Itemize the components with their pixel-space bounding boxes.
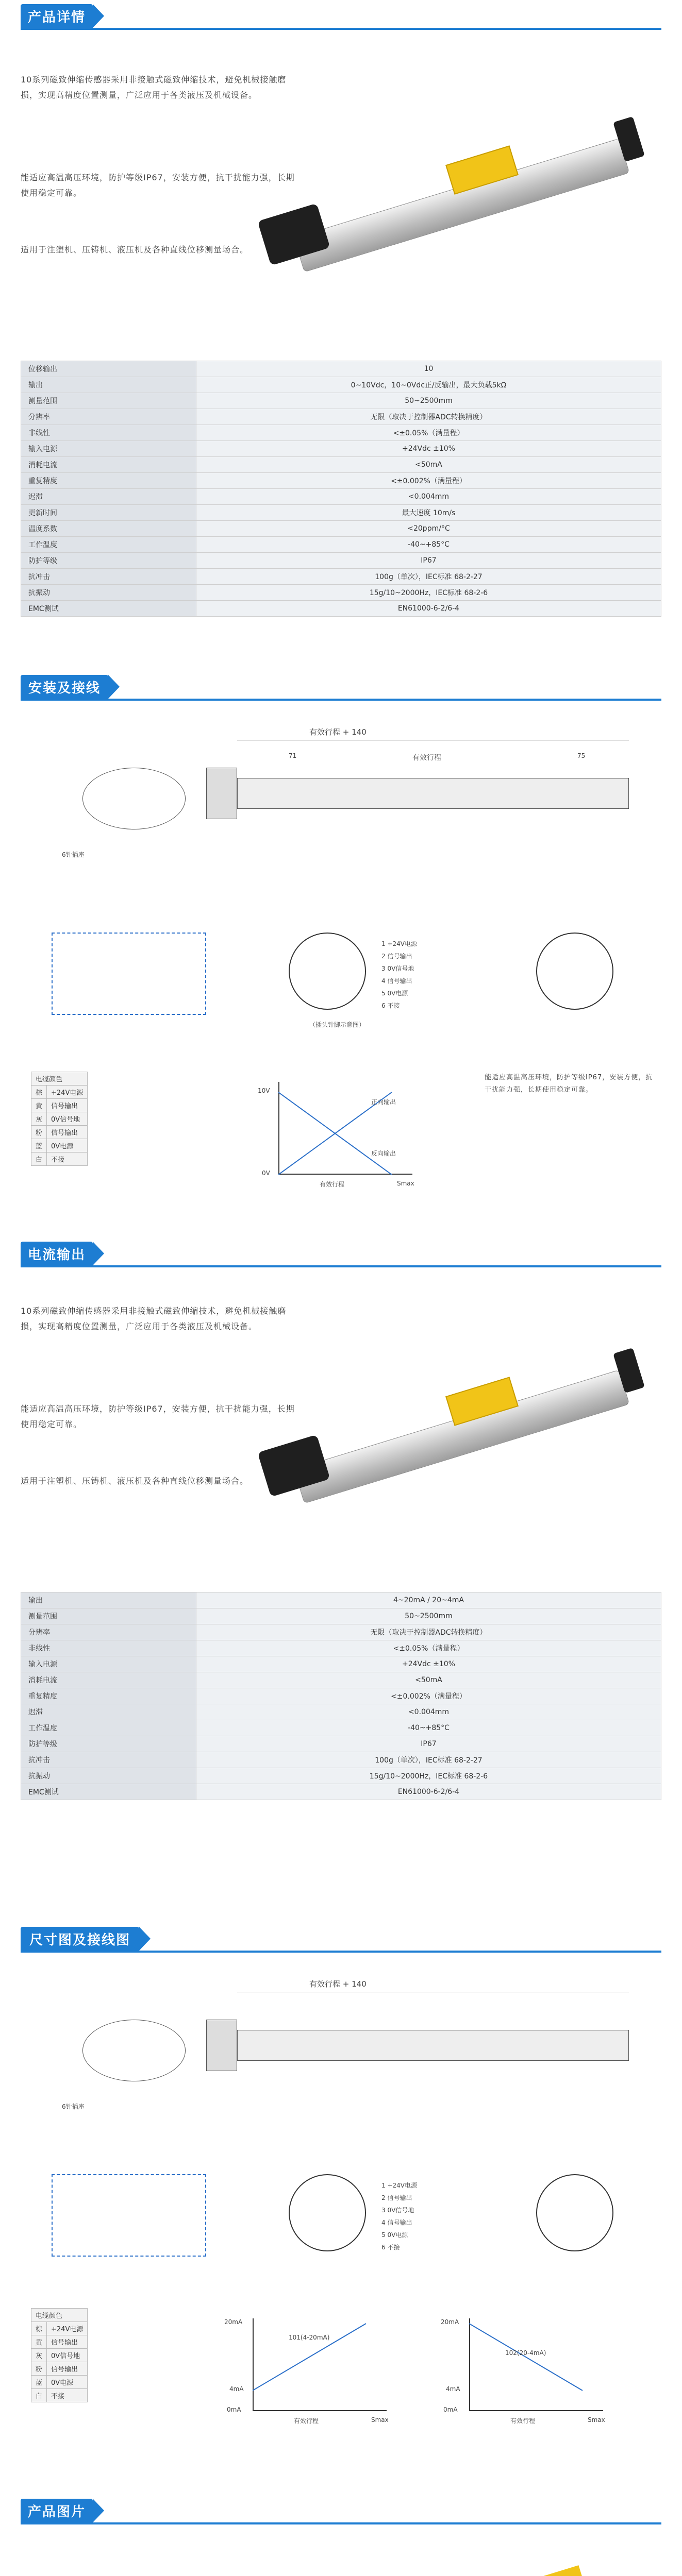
section-rule	[21, 699, 661, 701]
spec-value: <50mA	[196, 1672, 661, 1688]
cable-color: 黄	[31, 1099, 47, 1112]
pin-list-2: 1 +24V电源 2 信号输出 3 0V信号地 4 信号输出 5 0V电源 6 不接	[381, 2182, 417, 2251]
section-rule	[21, 2522, 661, 2524]
details-paragraph-1: 10系列磁致伸缩传感器采用非接触式磁致伸缩技术，避免机械接触磨损，实现高精度位置测量，广泛应用于各类液压及机械设备。	[21, 75, 287, 100]
spec-row	[21, 505, 661, 521]
cable-function: +24V电源	[47, 1086, 88, 1099]
spec-key: 抗振动	[21, 585, 196, 601]
spec-key: 测量范围	[21, 393, 196, 409]
cable-color-table-1	[31, 1072, 88, 1166]
chart-line-up-label: 正向输出	[371, 1098, 396, 1106]
cable-color-row	[31, 2376, 88, 2389]
spec-row	[21, 1752, 661, 1768]
cable-color-row	[31, 2322, 88, 2335]
cable-color: 灰	[31, 2349, 47, 2362]
cable-function: 不接	[47, 2389, 88, 2402]
cable-color-title: 电缆颜色	[31, 1072, 88, 1086]
cable-color: 蓝	[31, 2376, 47, 2389]
cable-color-row	[31, 2389, 88, 2402]
spec-row	[21, 441, 661, 457]
spec-row	[21, 537, 661, 553]
spec-value: 15g/10~2000Hz，IEC标准 68-2-6	[196, 1768, 661, 1784]
dimension-drawing-1	[21, 721, 661, 907]
spec-value: EN61000-6-2/6-4	[196, 601, 661, 617]
cable-color-table-2	[31, 2308, 88, 2402]
current-chart-2: 20mA 4mA 0mA 有效行程 Smax 102(20-4mA)	[433, 2308, 629, 2432]
spec-key: 分辨率	[21, 409, 196, 425]
chart-x-end: Smax	[397, 1180, 414, 1187]
spec-row	[21, 1592, 661, 1608]
spec-value: 50~2500mm	[196, 1608, 661, 1624]
spec-value: 100g（单次），IEC标准 68-2-27	[196, 1752, 661, 1768]
spec-row	[21, 1672, 661, 1688]
spec-row	[21, 393, 661, 409]
spec-value: <±0.002%（满量程）	[196, 1688, 661, 1704]
cable-function: 信号输出	[47, 2362, 88, 2376]
section-title-install: 安装及接线	[21, 675, 108, 699]
connector-label: 6针插座	[62, 851, 85, 858]
dim-b-label: 75	[577, 752, 586, 759]
spec-value: 10	[196, 361, 661, 377]
chart-x-label: 有效行程	[320, 1181, 345, 1188]
chart-y-top: 10V	[258, 1087, 270, 1094]
section-title-dimensions: 尺寸图及接线图	[21, 1927, 139, 1951]
spec-value: 最大速度 10m/s	[196, 505, 661, 521]
spec-key: 消耗电流	[21, 1672, 196, 1688]
cable-color-row	[31, 2335, 88, 2349]
voltage-output-chart	[247, 1072, 433, 1195]
install-note: 能适应高温高压环境，防护等级IP67，安装方便，抗干扰能力强，长期使用稳定可靠。	[485, 1074, 653, 1094]
current-paragraph-2: 能适应高温高压环境，防护等级IP67，安装方便，抗干扰能力强，长期使用稳定可靠。	[21, 1404, 295, 1429]
cable-color: 棕	[31, 1086, 47, 1099]
spec-row	[21, 457, 661, 473]
spec-value: 15g/10~2000Hz，IEC标准 68-2-6	[196, 585, 661, 601]
product-photo-1	[67, 2555, 335, 2576]
spec-key: 测量范围	[21, 1608, 196, 1624]
spec-key: 更新时间	[21, 505, 196, 521]
cable-function: +24V电源	[47, 2322, 88, 2335]
cable-function: 信号输出	[47, 2335, 88, 2349]
cable-color: 白	[31, 2389, 47, 2402]
details-paragraph-3: 适用于注塑机、压铸机、液压机及各种直线位移测量场合。	[21, 245, 249, 255]
cable-color: 粉	[31, 2362, 47, 2376]
spec-value: IP67	[196, 553, 661, 569]
spec-key: EMC测试	[21, 1784, 196, 1800]
spec-key: 工作温度	[21, 537, 196, 553]
cable-function: 不接	[47, 1153, 88, 1166]
spec-value: <50mA	[196, 457, 661, 473]
details-paragraph-2: 能适应高温高压环境，防护等级IP67，安装方便，抗干扰能力强，长期使用稳定可靠。	[21, 173, 295, 198]
spec-row	[21, 361, 661, 377]
cable-color-row	[31, 2349, 88, 2362]
spec-key: 位移输出	[21, 361, 196, 377]
spec-value: 4~20mA / 20~4mA	[196, 1592, 661, 1608]
spec-value: -40~+85°C	[196, 1720, 661, 1736]
spec-value: IP67	[196, 1736, 661, 1752]
spec-value: <0.004mm	[196, 1704, 661, 1720]
spec-key: 输入电源	[21, 441, 196, 457]
cable-function: 0V电源	[47, 1139, 88, 1153]
spec-row	[21, 473, 661, 489]
spec-value: +24Vdc ±10%	[196, 1656, 661, 1672]
spec-value: 100g（单次），IEC标准 68-2-27	[196, 569, 661, 585]
cable-color-row	[31, 1153, 88, 1166]
spec-row	[21, 585, 661, 601]
pin-list-1: 1 +24V电源 2 信号输出 3 0V信号地 4 信号输出 5 0V电源 6 不接	[381, 940, 417, 1009]
spec-row	[21, 489, 661, 505]
spec-key: 抗振动	[21, 1768, 196, 1784]
pin-note: （插头针脚示意图）	[309, 1021, 365, 1028]
voltage-lines-svg	[278, 1082, 412, 1175]
spec-key: 非线性	[21, 425, 196, 441]
current-paragraph-3: 适用于注塑机、压铸机、液压机及各种直线位移测量场合。	[21, 1476, 249, 1486]
spec-row	[21, 569, 661, 585]
cable-color: 棕	[31, 2322, 47, 2335]
spec-row	[21, 1736, 661, 1752]
cable-function: 0V信号地	[47, 1112, 88, 1126]
section-title-details: 产品详情	[21, 4, 93, 28]
wiring-diagram-1	[21, 917, 661, 1051]
cable-function: 0V电源	[47, 2376, 88, 2389]
spec-value: <±0.002%（满量程）	[196, 473, 661, 489]
spec-key: 温度系数	[21, 521, 196, 537]
cable-color: 灰	[31, 1112, 47, 1126]
spec-value: +24Vdc ±10%	[196, 441, 661, 457]
cable-color-row	[31, 2362, 88, 2376]
spec-value: -40~+85°C	[196, 537, 661, 553]
section-rule	[21, 1265, 661, 1267]
spec-value: EN61000-6-2/6-4	[196, 1784, 661, 1800]
spec-key: 非线性	[21, 1640, 196, 1656]
voltage-spec-table	[21, 361, 661, 617]
spec-row	[21, 425, 661, 441]
spec-key: 防护等级	[21, 553, 196, 569]
spec-row	[21, 1640, 661, 1656]
spec-row	[21, 601, 661, 617]
cable-color-row	[31, 1099, 88, 1112]
spec-value: <±0.05%（满量程）	[196, 1640, 661, 1656]
chart-line-down-label: 反向输出	[371, 1150, 396, 1157]
stroke-label: 有效行程	[412, 754, 441, 762]
current-spec-table	[21, 1592, 661, 1800]
spec-row	[21, 553, 661, 569]
cable-color: 蓝	[31, 1139, 47, 1153]
cable-color: 黄	[31, 2335, 47, 2349]
spec-row	[21, 1704, 661, 1720]
cable-function: 信号输出	[47, 1126, 88, 1139]
section-title-pictures: 产品图片	[21, 2499, 93, 2522]
spec-row	[21, 1688, 661, 1704]
cable-color-row	[31, 1126, 88, 1139]
sensor-image-voltage	[247, 41, 660, 330]
spec-key: 工作温度	[21, 1720, 196, 1736]
spec-value: 无限（取决于控制器ADC转换精度）	[196, 409, 661, 425]
cable-color: 粉	[31, 1126, 47, 1139]
spec-row	[21, 1768, 661, 1784]
cable-function: 信号输出	[47, 1099, 88, 1112]
spec-value: 0~10Vdc，10~0Vdc正/反输出，最大负载5kΩ	[196, 377, 661, 393]
spec-key: 抗冲击	[21, 1752, 196, 1768]
spec-value: 无限（取决于控制器ADC转换精度）	[196, 1624, 661, 1640]
spec-key: 输出	[21, 377, 196, 393]
spec-key: 输入电源	[21, 1656, 196, 1672]
cable-function: 0V信号地	[47, 2349, 88, 2362]
total-length-label: 有效行程 + 140	[309, 727, 367, 737]
spec-key: 防护等级	[21, 1736, 196, 1752]
spec-row	[21, 1656, 661, 1672]
spec-value: <±0.05%（满量程）	[196, 425, 661, 441]
dimension-drawing-2: 有效行程 + 140 6针插座	[21, 1973, 661, 2148]
cable-color-row	[31, 1112, 88, 1126]
current-paragraph-1: 10系列磁致伸缩传感器采用非接触式磁致伸缩技术，避免机械接触磨损，实现高精度位置测量，广泛应用于各类液压及机械设备。	[21, 1306, 287, 1331]
spec-row	[21, 521, 661, 537]
spec-value: <20ppm/°C	[196, 521, 661, 537]
spec-key: 重复精度	[21, 1688, 196, 1704]
spec-row	[21, 1720, 661, 1736]
current-chart-1: 20mA 4mA 0mA 有效行程 Smax 101(4-20mA)	[217, 2308, 412, 2432]
spec-row	[21, 1784, 661, 1800]
section-rule	[21, 1951, 661, 1953]
section-rule	[21, 28, 661, 30]
cable-color-row	[31, 1086, 88, 1099]
spec-key: 分辨率	[21, 1624, 196, 1640]
spec-row	[21, 1608, 661, 1624]
spec-value: 50~2500mm	[196, 393, 661, 409]
cable-color: 白	[31, 1153, 47, 1166]
spec-key: 迟滞	[21, 1704, 196, 1720]
spec-key: 消耗电流	[21, 457, 196, 473]
spec-row	[21, 409, 661, 425]
spec-key: EMC测试	[21, 601, 196, 617]
spec-key: 输出	[21, 1592, 196, 1608]
chart-y-bottom: 0V	[262, 1170, 270, 1177]
spec-key: 重复精度	[21, 473, 196, 489]
cable-color-row	[31, 1139, 88, 1153]
section-title-current: 电流输出	[21, 1242, 93, 1265]
product-photo-2	[356, 2555, 624, 2576]
spec-row	[21, 1624, 661, 1640]
spec-key: 迟滞	[21, 489, 196, 505]
spec-row	[21, 377, 661, 393]
sensor-image-current	[247, 1273, 660, 1561]
spec-key: 抗冲击	[21, 569, 196, 585]
dim-a-label: 71	[289, 752, 297, 759]
cable-color-title: 电缆颜色	[31, 2309, 88, 2322]
wiring-diagram-2	[21, 2159, 661, 2293]
spec-value: <0.004mm	[196, 489, 661, 505]
